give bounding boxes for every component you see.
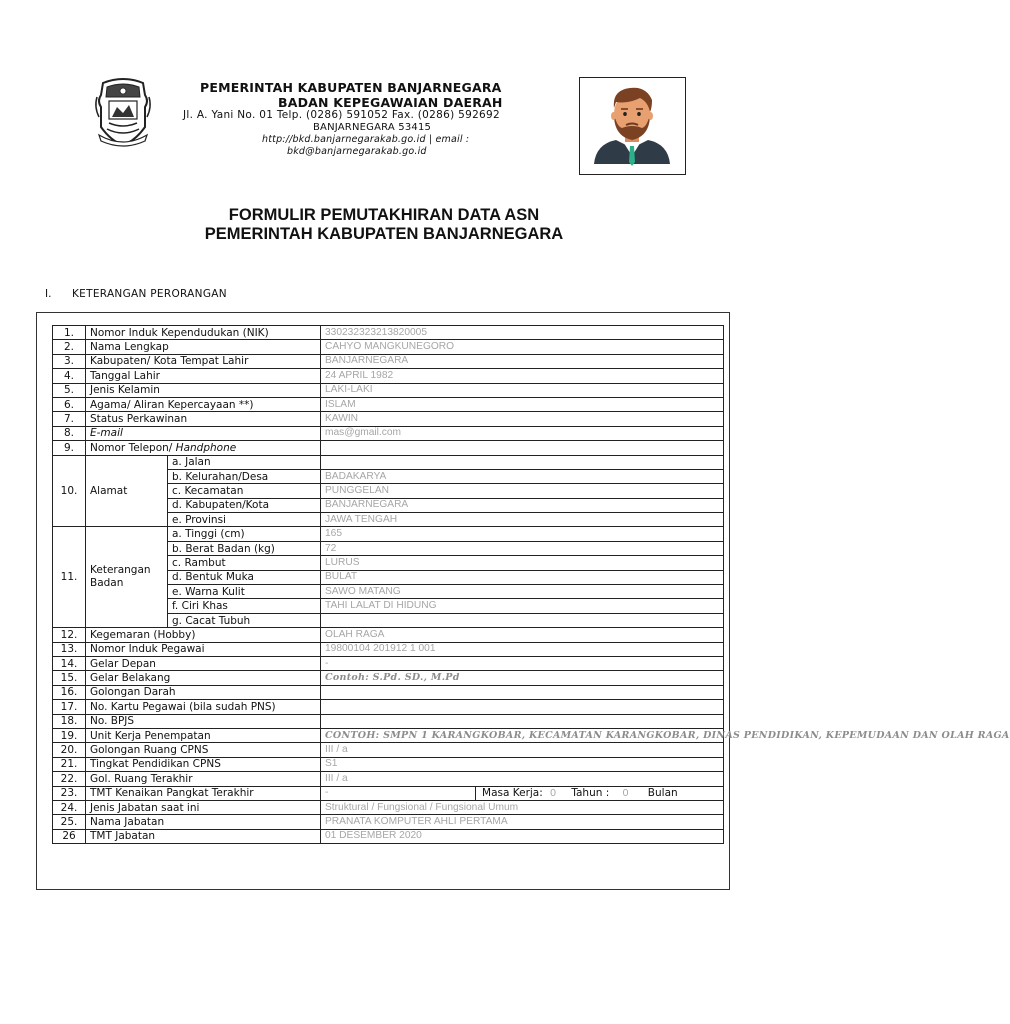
row-number: 9.: [53, 441, 86, 455]
field-value-rambut[interactable]: LURUS: [321, 556, 724, 570]
sub-label-cacat-tubuh: g. Cacat Tubuh: [168, 613, 321, 627]
field-label-tempat-lahir: Kabupaten/ Kota Tempat Lahir: [86, 354, 321, 368]
field-value-gelar-belakang[interactable]: Contoh: S.Pd. SD., M.Pd: [321, 671, 724, 685]
sub-label-tinggi: a. Tinggi (cm): [168, 527, 321, 541]
field-value-nip[interactable]: 19800104 201912 1 001: [321, 642, 724, 656]
field-value-tinggi[interactable]: 165: [321, 527, 724, 541]
section-title: KETERANGAN PERORANGAN: [72, 288, 227, 300]
row-number: 8.: [53, 426, 86, 440]
table-row: [53, 642, 724, 656]
field-value-gelar-depan[interactable]: -: [321, 656, 724, 670]
table-row: [53, 340, 724, 354]
form-subtitle: PEMERINTAH KABUPATEN BANJARNEGARA: [204, 225, 564, 243]
row-number: 15.: [53, 671, 86, 685]
sub-label-warna-kulit: e. Warna Kulit: [168, 585, 321, 599]
row-number: 4.: [53, 369, 86, 383]
person-avatar-icon: [580, 78, 685, 174]
tahun-value[interactable]: 0: [622, 787, 629, 800]
row-number: 26: [53, 829, 86, 843]
field-value-jalan[interactable]: [321, 455, 724, 469]
header-address: Jl. A. Yani No. 01 Telp. (0286) 591052 Fax. (0286) 592692: [183, 109, 500, 121]
field-label-hobby: Kegemaran (Hobby): [86, 628, 321, 642]
banjarnegara-crest-logo: [95, 77, 151, 147]
field-value-provinsi[interactable]: JAWA TENGAH: [321, 513, 724, 527]
field-value-kabupaten[interactable]: BANJARNEGARA: [321, 498, 724, 512]
field-label-email: E-mail: [86, 426, 321, 440]
field-value-jenis-kelamin[interactable]: LAKI-LAKI: [321, 383, 724, 397]
table-row: [53, 527, 724, 541]
field-label-nama: Nama Lengkap: [86, 340, 321, 354]
field-label-keterangan-badan: [86, 527, 168, 628]
table-row: [53, 772, 724, 786]
field-value-tanggal-lahir[interactable]: 24 APRIL 1982: [321, 369, 724, 383]
masa-kerja-label: Masa Kerja:: [482, 787, 543, 800]
table-row: [53, 441, 724, 455]
field-value-golongan-darah[interactable]: [321, 685, 724, 699]
section-number: I.: [45, 288, 52, 300]
table-row: [53, 714, 724, 728]
badan-label-text: Badan: [90, 577, 124, 590]
field-value-nama[interactable]: CAHYO MANGKUNEGORO: [321, 340, 724, 354]
row-number: 24.: [53, 800, 86, 814]
field-value-warna-kulit[interactable]: SAWO MATANG: [321, 585, 724, 599]
table-row: [53, 757, 724, 771]
sub-label-berat: b. Berat Badan (kg): [168, 541, 321, 555]
row-number: 25.: [53, 815, 86, 829]
field-value-jenis-jabatan[interactable]: Struktural / Fungsional / Fungsional Umum: [321, 800, 724, 814]
table-row: [53, 829, 724, 843]
sub-label-jalan: a. Jalan: [168, 455, 321, 469]
table-row: [53, 815, 724, 829]
sub-label-rambut: c. Rambut: [168, 556, 321, 570]
row-number: 19.: [53, 728, 86, 742]
table-row: [53, 728, 724, 742]
row-number: 22.: [53, 772, 86, 786]
field-value-nik[interactable]: 330232323213820005: [321, 326, 724, 340]
profile-photo: [579, 77, 686, 175]
table-row: [53, 383, 724, 397]
field-label-tmt-jabatan: TMT Jabatan: [86, 829, 321, 843]
table-row: [53, 326, 724, 340]
field-label-nik: Nomor Induk Kependudukan (NIK): [86, 326, 321, 340]
row-number: 2.: [53, 340, 86, 354]
table-row: [53, 426, 724, 440]
field-value-status-perkawinan[interactable]: KAWIN: [321, 412, 724, 426]
table-row: [53, 656, 724, 670]
field-label-golongan-darah: Golongan Darah: [86, 685, 321, 699]
field-label-tanggal-lahir: Tanggal Lahir: [86, 369, 321, 383]
field-label-bpjs: No. BPJS: [86, 714, 321, 728]
field-value-cacat-tubuh[interactable]: [321, 613, 724, 627]
field-value-telepon[interactable]: [321, 441, 724, 455]
field-value-unit-kerja[interactable]: CONTOH: SMPN 1 KARANGKOBAR, KECAMATAN KARANGKOBAR, DINAS PENDIDIKAN, KEPEMUDAAN DAN OLAH RAGA: [321, 728, 724, 742]
field-label-agama: Agama/ Aliran Kepercayaan **): [86, 397, 321, 411]
table-row: [53, 354, 724, 368]
row-number: 14.: [53, 656, 86, 670]
field-value-ciri-khas[interactable]: TAHI LALAT DI HIDUNG: [321, 599, 724, 613]
field-label-nama-jabatan: Nama Jabatan: [86, 815, 321, 829]
field-value-kecamatan[interactable]: PUNGGELAN: [321, 484, 724, 498]
telepon-label-text: Nomor Telepon/: [90, 441, 176, 454]
table-row: [53, 671, 724, 685]
table-row: [53, 412, 724, 426]
tahun-label: Tahun :: [571, 787, 610, 800]
field-label-karpeg: No. Kartu Pegawai (bila sudah PNS): [86, 700, 321, 714]
header-city: BANJARNEGARA 53415: [313, 122, 432, 133]
bulan-label: Bulan: [647, 787, 678, 800]
table-row: [53, 700, 724, 714]
field-label-status-perkawinan: Status Perkawinan: [86, 412, 321, 426]
table-row: [53, 685, 724, 699]
row-number: 13.: [53, 642, 86, 656]
field-value-tmt-jabatan[interactable]: 01 DESEMBER 2020: [321, 829, 724, 843]
field-value-pendidikan-cpns[interactable]: S1: [321, 757, 724, 771]
row-number: 1.: [53, 326, 86, 340]
table-row: [53, 455, 724, 469]
field-label-nip: Nomor Induk Pegawai: [86, 642, 321, 656]
header-agency: PEMERINTAH KABUPATEN BANJARNEGARA: [200, 80, 502, 95]
field-value-kelurahan[interactable]: BADAKARYA: [321, 469, 724, 483]
row-number: 17.: [53, 700, 86, 714]
field-label-jenis-jabatan: Jenis Jabatan saat ini: [86, 800, 321, 814]
field-label-golongan-cpns: Golongan Ruang CPNS: [86, 743, 321, 757]
field-label-gol-terakhir: Gol. Ruang Terakhir: [86, 772, 321, 786]
row-number: 12.: [53, 628, 86, 642]
table-row: [53, 369, 724, 383]
field-value-golongan-cpns[interactable]: III / a: [321, 743, 724, 757]
form-title: FORMULIR PEMUTAKHIRAN DATA ASN: [228, 206, 540, 224]
table-row: [53, 628, 724, 642]
field-label-tmt-pangkat: TMT Kenaikan Pangkat Terakhir: [86, 786, 321, 800]
personal-data-table: [52, 325, 1010, 844]
field-label-gelar-belakang: Gelar Belakang: [86, 671, 321, 685]
field-value-tmt-pangkat[interactable]: -: [321, 786, 476, 800]
row-number: 7.: [53, 412, 86, 426]
row-number: 21.: [53, 757, 86, 771]
row-number: 23.: [53, 786, 86, 800]
field-value-agama[interactable]: ISLAM: [321, 397, 724, 411]
table-row: [53, 786, 724, 800]
field-value-karpeg[interactable]: [321, 700, 724, 714]
field-value-email[interactable]: mas@gmail.com: [321, 426, 724, 440]
header-email: bkd@banjarnegarakab.go.id: [287, 146, 427, 157]
keterangan-label-text: Keterangan: [90, 564, 151, 577]
header-department: BADAN KEPEGAWAIAN DAERAH: [278, 95, 503, 110]
field-label-telepon: [86, 441, 321, 455]
sub-label-kelurahan: b. Kelurahan/Desa: [168, 469, 321, 483]
row-number: 10.: [53, 455, 86, 527]
sub-label-provinsi: e. Provinsi: [168, 513, 321, 527]
field-label-jenis-kelamin: Jenis Kelamin: [86, 383, 321, 397]
field-value-nama-jabatan[interactable]: PRANATA KOMPUTER AHLI PERTAMA: [321, 815, 724, 829]
field-value-hobby[interactable]: OLAH RAGA: [321, 628, 724, 642]
header-website: http://bkd.banjarnegarakab.go.id | email :: [262, 134, 470, 145]
sub-label-kecamatan: c. Kecamatan: [168, 484, 321, 498]
row-number: 11.: [53, 527, 86, 628]
field-value-gol-terakhir[interactable]: III / a: [321, 772, 724, 786]
row-number: 6.: [53, 397, 86, 411]
field-value-berat[interactable]: 72: [321, 541, 724, 555]
table-row: [53, 743, 724, 757]
table-row: [53, 397, 724, 411]
handphone-label-text: Handphone: [175, 441, 237, 454]
field-label-alamat: Alamat: [86, 455, 168, 527]
sub-label-bentuk-muka: d. Bentuk Muka: [168, 570, 321, 584]
field-label-pendidikan-cpns: Tingkat Pendidikan CPNS: [86, 757, 321, 771]
field-value-bentuk-muka[interactable]: BULAT: [321, 570, 724, 584]
masa-kerja-cell: [476, 786, 724, 800]
field-value-tempat-lahir[interactable]: BANJARNEGARA: [321, 354, 724, 368]
row-number: 16.: [53, 685, 86, 699]
field-value-bpjs[interactable]: [321, 714, 724, 728]
row-number: 18.: [53, 714, 86, 728]
sub-label-ciri-khas: f. Ciri Khas: [168, 599, 321, 613]
table-row: [53, 800, 724, 814]
field-label-gelar-depan: Gelar Depan: [86, 656, 321, 670]
row-number: 20.: [53, 743, 86, 757]
masa-kerja-value[interactable]: 0: [550, 787, 556, 800]
field-label-unit-kerja: Unit Kerja Penempatan: [86, 728, 321, 742]
row-number: 5.: [53, 383, 86, 397]
sub-label-kabupaten: d. Kabupaten/Kota: [168, 498, 321, 512]
row-number: 3.: [53, 354, 86, 368]
